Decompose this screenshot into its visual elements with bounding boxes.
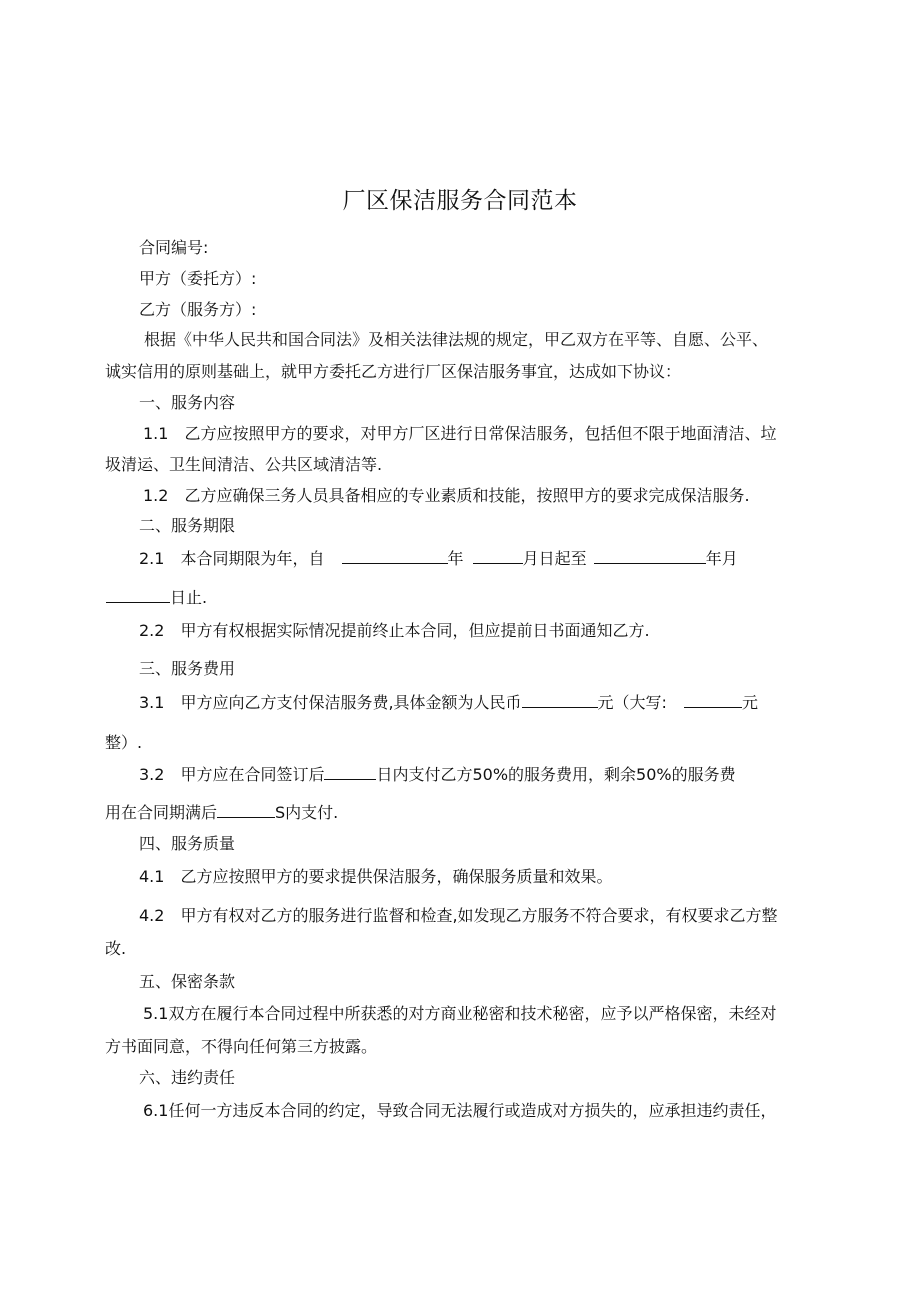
clause-3-2-line-2 (105, 803, 338, 823)
clause-text: 日内支付乙方50%的服务费用，剩余50%的服务费 (376, 765, 736, 784)
clause-text: 用在合同期满后 (105, 803, 218, 822)
section-heading: 二、服务期限 (139, 516, 236, 535)
clause-2-2: 2.2 甲方有权根据实际情况提前终止本合同，但应提前日书面通知乙方. (139, 621, 650, 640)
clause-text: 2.1 本合同期限为年，自 (139, 549, 325, 568)
clause-text: 年 (447, 549, 464, 568)
clause-5-1-line-1: 5.1双方在履行本合同过程中所获悉的对方商业秘密和技术秘密，应予以严格保密，未经对 (143, 1004, 777, 1023)
clause-text: 元 (742, 693, 759, 712)
party-b-field: 乙方（服务方）: (139, 300, 257, 319)
clause-text: S内支付. (275, 803, 339, 822)
clause-1-1-line-1: 1.1 乙方应按照甲方的要求，对甲方厂区进行日常保洁服务，包括但不限于地面清洁、垃 (143, 424, 777, 443)
clause-text: 日止. (170, 588, 208, 607)
clause-4-2-line-1: 4.2 甲方有权对乙方的服务进行监督和检查,如发现乙方服务不符合要求，有权要求乙方整 (139, 906, 778, 925)
blank-line (106, 588, 170, 603)
blank-line (594, 549, 706, 564)
clause-text: 元（大写: (597, 693, 667, 712)
section-heading: 六、违约责任 (139, 1068, 236, 1087)
preamble-line-1: 根据《中华人民共和国合同法》及相关法律法规的规定，甲乙双方在平等、自愿、公平、 (144, 330, 769, 349)
clause-2-1-line-1 (139, 549, 738, 569)
clause-1-2: 1.2 乙方应确保三务人员具备相应的专业素质和技能，按照甲方的要求完成保洁服务. (143, 486, 750, 505)
clause-5-1-line-2: 方书面同意，不得向任何第三方披露。 (105, 1037, 378, 1056)
section-heading: 三、服务费用 (139, 659, 236, 678)
clause-text: 年月 (705, 549, 738, 568)
clause-text: 3.2 甲方应在合同签订后 (139, 765, 325, 784)
clause-6-1-line-1: 6.1任何一方违反本合同的约定，导致合同无法履行或造成对方损失的，应承担违约责任， (143, 1101, 777, 1120)
clause-1-1-line-2: 圾清运、卫生间清洁、公共区域清洁等. (105, 455, 383, 474)
page-title: 厂区保洁服务合同范本 (342, 188, 578, 214)
blank-line (324, 765, 376, 780)
clause-3-1-line-2: 整）. (105, 733, 143, 752)
clause-text: 3.1 甲方应向乙方支付保洁服务费,具体金额为人民币 (139, 693, 522, 712)
preamble-line-2: 诚实信用的原则基础上，就甲方委托乙方进行厂区保洁服务事宜，达成如下协议： (105, 362, 682, 381)
clause-2-1-line-2 (106, 588, 207, 608)
clause-4-2-line-2: 改. (105, 939, 127, 958)
clause-4-1: 4.1 乙方应按照甲方的要求提供保洁服务，确保服务质量和效果。 (139, 867, 613, 886)
party-a-field: 甲方（委托方）: (139, 269, 257, 288)
section-heading: 一、服务内容 (139, 393, 236, 412)
blank-line (217, 803, 275, 818)
clause-text: 月日起至 (522, 549, 587, 568)
contract-number-field: 合同编号: (139, 238, 209, 257)
section-heading: 四、服务质量 (139, 834, 236, 853)
clause-3-1-line-1 (139, 693, 758, 713)
section-heading: 五、保密条款 (139, 972, 236, 991)
blank-line (342, 549, 448, 564)
clause-3-2-line-1 (139, 765, 736, 785)
blank-line (473, 549, 523, 564)
blank-line (522, 693, 598, 708)
blank-line (684, 693, 742, 708)
